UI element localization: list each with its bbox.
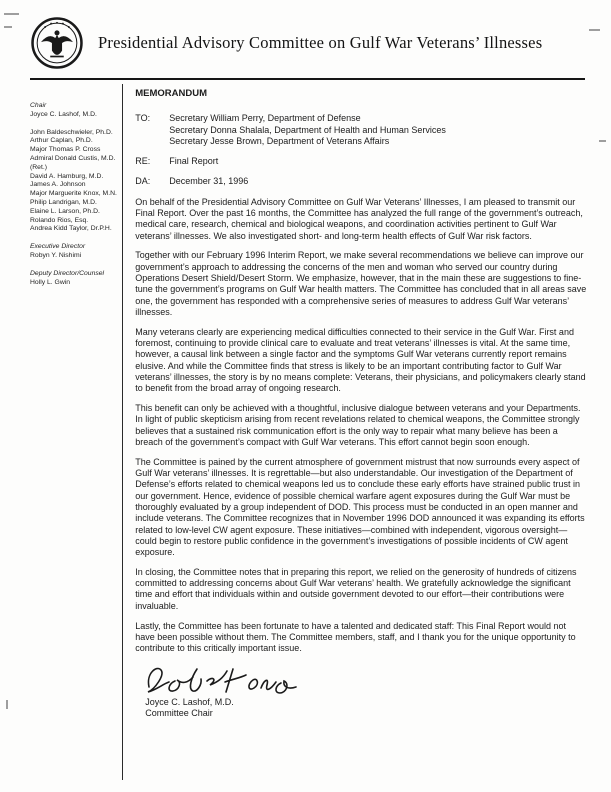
member-name: Elaine L. Larson, Ph.D.: [30, 207, 100, 215]
scan-artifact: [589, 29, 600, 31]
chair-label: Chair: [30, 102, 47, 109]
committee-roster: [0, 80, 122, 780]
memo-heading: MEMORANDUM: [135, 88, 208, 99]
re-label: RE:: [135, 156, 151, 167]
chair-name: Joyce C. Lashof, M.D.: [30, 110, 97, 118]
executive-director-name: Robyn Y. Nishimi: [30, 251, 82, 259]
recipient: Secretary Jesse Brown, Department of Veterans Affairs: [169, 135, 390, 146]
member-name: Arthur Caplan, Ph.D.: [30, 137, 93, 145]
memorandum: [122, 80, 611, 780]
body-paragraph: This benefit can only be achieved with a thoughtful, inclusive dialogue between veterans and your Departments. In light of public skepticism arising from recent revelations related to chemical weapons, the Committee strongly believes that a sustained risk communication effort is the only way to repair what many believe has been a breach of the government’s compact with Gulf War veterans. This effort cannot begin soon enough.: [135, 403, 581, 447]
re-value: Final Report: [169, 156, 219, 167]
date-label: DA:: [135, 176, 151, 187]
scan-artifact: [599, 140, 606, 142]
memo-re-field: [135, 156, 587, 167]
scan-artifact: [4, 13, 19, 15]
deputy-director-label: Deputy Director/Counsel: [30, 269, 105, 277]
to-label: TO:: [135, 113, 151, 124]
signature-handwriting: [141, 663, 306, 697]
executive-director-label: Executive Director: [30, 243, 86, 251]
page-title: Presidential Advisory Committee on Gulf War Veterans’ Illnesses: [98, 33, 543, 52]
body-paragraph: Together with our February 1996 Interim Report, we make several recommendations we believe can improve our government’s approach to addressing the concerns of the men and woman who served our country during Operations Desert Shield/Desert Storm. We emphasize, however, that in the main these are suggestions to fine-tune the government’s programs on Gulf War health matters. The Committee has concluded that in all areas save one, the government has responded with a comprehensive series of measures to address Gulf War veterans’ illnesses.: [135, 250, 587, 317]
member-name: Rolando Rios, Esq.: [30, 216, 89, 224]
letter-body: [0, 80, 611, 780]
signer-title: Committee Chair: [145, 708, 213, 719]
deputy-director-name: Holly L. Gwin: [30, 278, 71, 286]
signer-name: Joyce C. Lashof, M.D.: [145, 696, 234, 707]
body-paragraph: On behalf of the Presidential Advisory Committee on Gulf War Veterans’ Illnesses, I am pleased to transmit our Final Report. Over the past 16 months, the Committee has analyzed the full range of the government’s outreach, medical care, research, chemical and biological weapons, and coordination activities pertinent to Gulf War veterans’ illnesses. We also investigated short- and long-term health effects of Gulf War risk factors.: [135, 196, 583, 241]
to-recipients: [169, 113, 446, 147]
eagle-seal-icon: [30, 16, 84, 70]
scan-artifact: [4, 26, 12, 28]
member-name: James A. Johnson: [30, 181, 86, 189]
body-paragraph: In closing, the Committee notes that in preparing this report, we relied on the generosity of hundreds of citizens committed to addressing concerns about Gulf War veterans’ health. We gratefully acknowledge the significant time and effort that individuals within and outside government devoted to our effort—their contributions were invaluable.: [135, 566, 577, 611]
letterhead: [0, 0, 611, 76]
body-paragraph: The Committee is pained by the current atmosphere of government mistrust that now surrounds every aspect of Gulf War veterans’ illnesses. It is regrettable—but also understandable. Our investigation of the Department of Defense’s efforts related to chemical weapons led us to conclude these early efforts have strained public trust in our government. Hence, evidence of possible chemical warfare agent exposures during the Gulf War must be thoroughly evaluated by a group independent of DOD. This process must be conducted in an open manner and include veterans. The Committee recognizes that in November 1996 DOD announced it was expanding its efforts related to low-level CW agent exposure. These initiatives—combined with independent, vigorous oversight—could begin to restore public confidence in the government’s investigations of possible incidents of CW agent exposure.: [135, 456, 585, 558]
member-name: John Baldeschwieler, Ph.D.: [30, 128, 113, 136]
signature-block: [135, 663, 587, 720]
member-name: Major Marguerite Knox, M.N.: [30, 190, 117, 198]
member-name: David A. Hamburg, M.D.: [30, 172, 104, 180]
body-paragraph: Many veterans clearly are experiencing medical difficulties connected to their service in the Gulf War. First and foremost, continuing to provide clinical care to evaluate and treat veterans’ illnesses is vital. At the same time, however, a causal link between a single factor and the symptoms Gulf War veterans currently report remains elusive. And while the Committee finds that stress is likely to be an important contributing factor to Gulf War veterans’ illnesses, the story is by no means complete: Veterans, their physicians, and policymakers clearly stand to benefit from the broad array of ongoing research.: [135, 326, 586, 394]
memo-date-field: [135, 176, 587, 187]
memo-to-field: [135, 113, 587, 147]
member-name: Philip Landrigan, M.D.: [30, 198, 97, 206]
body-paragraph: Lastly, the Committee has been fortunate to have a talented and dedicated staff: This Final Report would not have been possible without them. The Committee members, staff, and I thank you for the unique opportunity to contribute to this critically important issue.: [135, 620, 576, 654]
recipient: Secretary William Perry, Department of Defense: [169, 113, 361, 124]
scan-artifact: [6, 700, 8, 709]
member-name: Andrea Kidd Taylor, Dr.P.H.: [30, 225, 112, 233]
member-name: Major Thomas P. Cross: [30, 146, 101, 154]
recipient: Secretary Donna Shalala, Department of Health and Human Services: [169, 124, 446, 135]
date-value: December 31, 1996: [169, 176, 249, 187]
member-name: Admiral Donald Custis, M.D. (Ret.): [30, 154, 116, 171]
